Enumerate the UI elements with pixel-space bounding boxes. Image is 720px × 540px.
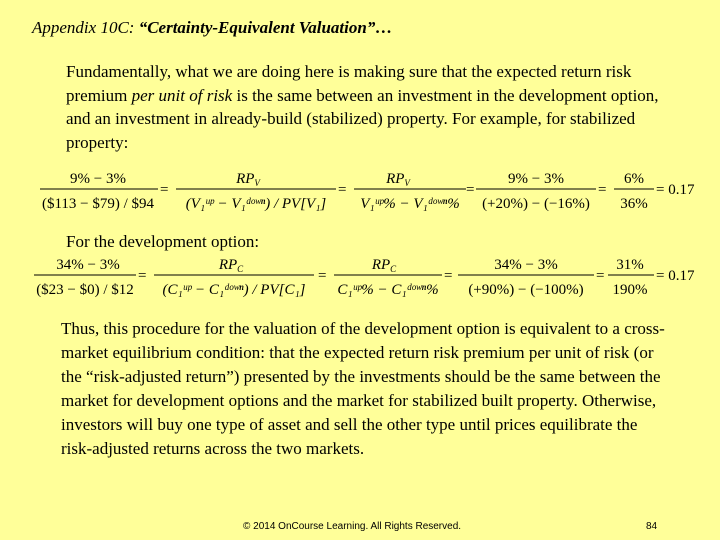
eq2-eq-sign-3: =: [444, 268, 453, 284]
eq2-t2-num: $RP_C$: [218, 257, 244, 274]
eq1-t1-num: 9% − 3%: [70, 171, 126, 187]
conclusion-paragraph: Thus, this procedure for the valuation of the development option is equivalent to a cross-market equilibrium condition: that the expected return risk premium per unit of risk (or the “risk-adjusted return”) presented by the investments should be the same between the market for development options and the market for stabilized built property. Otherwise, investors will buy one type of asset and sell the other type until prices equilibrate the risk-adjusted returns across the two markets.: [61, 319, 665, 458]
eq1-t3-num: $RP_V$: [386, 171, 410, 188]
copyright-text: © 2014 OnCourse Learning. All Rights Reserved.: [243, 521, 462, 532]
eq1-t1-den: ($113 − $79) / $94: [41, 196, 155, 212]
title-bold: “Certainty-Equivalent Valuation”…: [138, 18, 393, 37]
eq2-eq-sign-2: =: [318, 268, 327, 284]
intro-italic: per unit of risk: [131, 85, 233, 105]
eq1-result: = 0.17: [656, 182, 695, 198]
eq1-eq-sign-3: =: [466, 182, 475, 198]
eq2-t2-den: (C₁ᵘᵖ − C₁ᵈᵒʷⁿ) / PV[C₁]: [162, 282, 306, 298]
eq1-t4-num: 9% − 3%: [508, 171, 564, 187]
eq1-t4-den: (+20%) − (−16%): [482, 196, 590, 212]
eq2-eq-sign-4: =: [596, 268, 605, 284]
eq2-result: = 0.17: [656, 268, 695, 284]
eq1-t2-num: $RP_V$: [236, 171, 260, 188]
eq1-eq-sign-2: =: [338, 182, 347, 198]
page-number: 84: [646, 521, 658, 532]
eq2-t5-num: 31%: [616, 257, 644, 273]
eq2-t3-den: C₁ᵘᵖ% − C₁ᵈᵒʷⁿ%: [337, 282, 439, 298]
eq1-t2-den: (V₁ᵘᵖ − V₁ᵈᵒʷⁿ) / PV[V₁]: [185, 196, 327, 212]
intro-before: Fundamentally, what we are doing here is making sure that the expected return risk premium: [66, 62, 632, 105]
eq2-t1-num: 34% − 3%: [56, 257, 120, 273]
eq2-t4-num: 34% − 3%: [494, 257, 558, 273]
eq2-t1-den: ($23 − $0) / $12: [36, 282, 134, 298]
eq2-eq-sign-1: =: [138, 268, 147, 284]
eq1-t5-den: 36%: [620, 196, 648, 212]
eq2-t5-den: 190%: [612, 282, 648, 298]
development-label: For the development option:: [66, 232, 260, 251]
eq1-eq-sign-1: =: [160, 182, 169, 198]
eq1-t3-den: V₁ᵘᵖ% − V₁ᵈᵒʷⁿ%: [360, 196, 460, 212]
eq1-eq-sign-4: =: [598, 182, 607, 198]
eq1-t5-num: 6%: [624, 171, 644, 187]
eq2-t3-num: $RP_C$: [371, 257, 397, 274]
title-prefix: Appendix 10C:: [32, 18, 139, 37]
intro-after: is the same between an investment in the development option, and an investment in already-build (stabilized) property. For example, for stabilized property:: [66, 85, 659, 152]
eq2-t4-den: (+90%) − (−100%): [468, 282, 584, 298]
